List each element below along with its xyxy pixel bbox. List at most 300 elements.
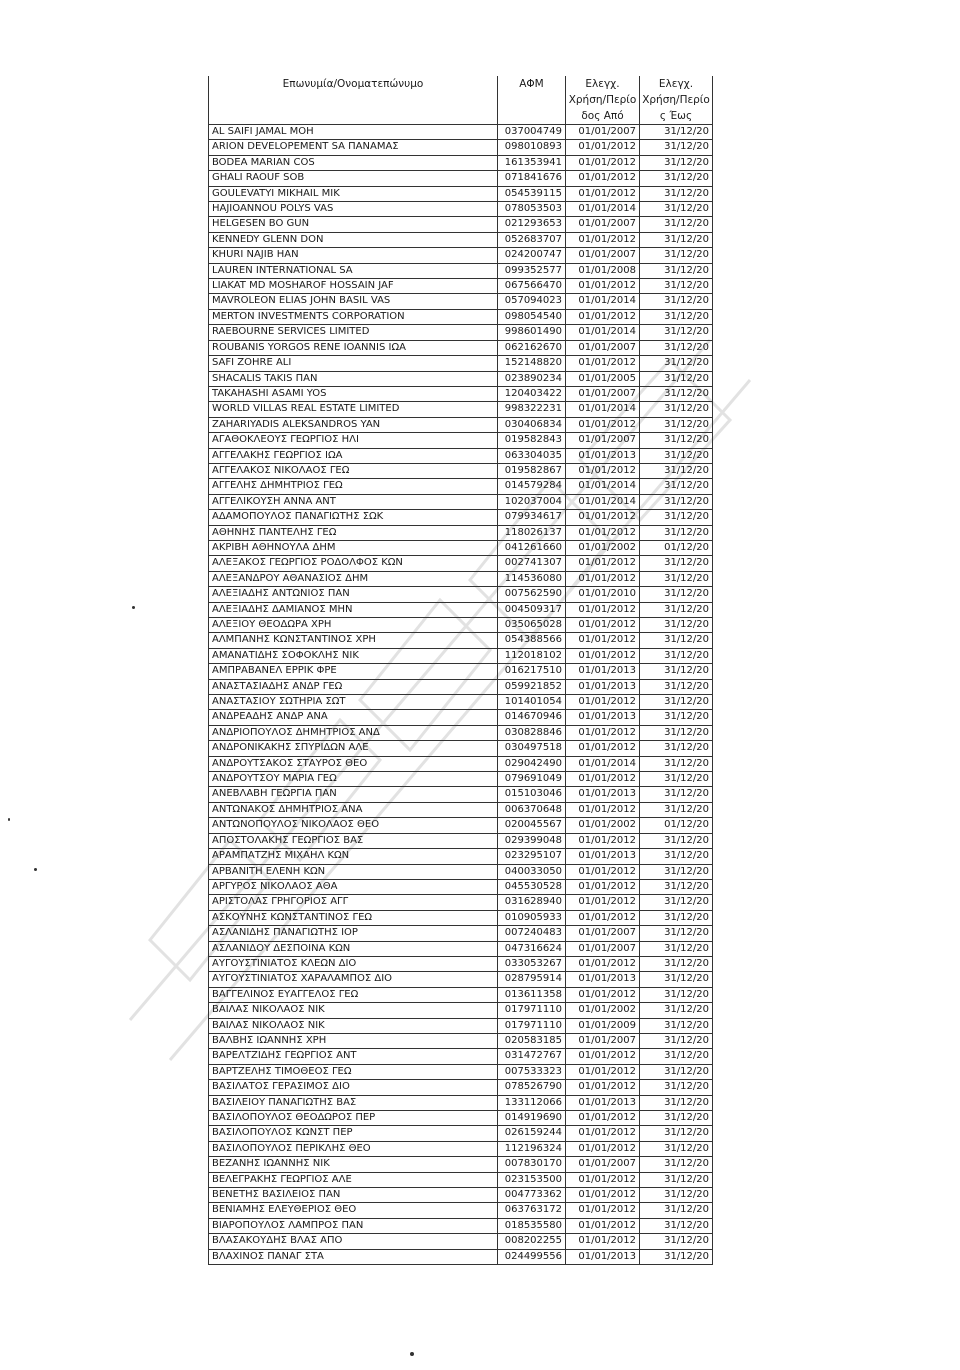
row-afm: 037004749: [498, 125, 566, 140]
table-row: [209, 1188, 713, 1203]
row-period-from: 01/01/2012: [566, 1188, 640, 1203]
scan-speck: [34, 868, 37, 871]
row-name: ΑΓΓΕΛΑΚΗΣ ΓΕΩΡΓΙΟΣ ΙΩΑ: [209, 448, 498, 463]
row-period-to: 31/12/20: [640, 510, 713, 525]
row-name: KENNEDY GLENN DON: [209, 232, 498, 247]
row-period-from: 01/01/2012: [566, 910, 640, 925]
row-period-to: 31/12/20: [640, 756, 713, 771]
table-row: [209, 895, 713, 910]
row-period-from: 01/01/2010: [566, 587, 640, 602]
row-name: LIAKAT MD MOSHAROF HOSSAIN JAF: [209, 279, 498, 294]
row-afm: 014579284: [498, 479, 566, 494]
row-name: ΒΑΣΙΛΕΙΟΥ ΠΑΝΑΓΙΩΤΗΣ ΒΑΣ: [209, 1095, 498, 1110]
row-period-from: 01/01/2012: [566, 1203, 640, 1218]
table-row: [209, 741, 713, 756]
row-name: ZAHARIYADIS ALEKSANDROS YAN: [209, 417, 498, 432]
table-row: [209, 802, 713, 817]
row-period-from: 01/01/2014: [566, 325, 640, 340]
row-name: ΒΑΡΤΖΕΛΗΣ ΤΙΜΟΘΕΟΣ ΓΕΩ: [209, 1064, 498, 1079]
row-period-from: 01/01/2007: [566, 1033, 640, 1048]
row-period-from: 01/01/2007: [566, 125, 640, 140]
row-name: ΑΣΚΟΥΝΗΣ ΚΩΝΣΤΑΝΤΙΝΟΣ ΓΕΩ: [209, 910, 498, 925]
row-afm: 014919690: [498, 1111, 566, 1126]
row-period-to: 31/12/20: [640, 417, 713, 432]
row-period-to: 31/12/20: [640, 1080, 713, 1095]
row-name: ΒΕΝΙΑΜΗΣ ΕΛΕΥΘΕΡΙΟΣ ΘΕΟ: [209, 1203, 498, 1218]
row-name: ΑΝΔΡΕΑΔΗΣ ΑΝΔΡ ΑΝΑ: [209, 710, 498, 725]
table-row: [209, 1141, 713, 1156]
row-period-from: 01/01/2012: [566, 956, 640, 971]
table-row: [209, 695, 713, 710]
row-period-from: 01/01/2012: [566, 1234, 640, 1249]
row-name: ΒΑΣΙΛΟΠΟΥΛΟΣ ΚΩΝΣΤ ΠΕΡ: [209, 1126, 498, 1141]
row-period-to: 31/12/20: [640, 186, 713, 201]
row-name: LAUREN INTERNATIONAL SA: [209, 263, 498, 278]
row-period-to: 31/12/20: [640, 849, 713, 864]
row-period-from: 01/01/2012: [566, 879, 640, 894]
row-afm: 045530528: [498, 879, 566, 894]
row-period-from: 01/01/2012: [566, 1218, 640, 1233]
row-afm: 057094023: [498, 294, 566, 309]
row-period-to: 31/12/20: [640, 155, 713, 170]
row-period-from: 01/01/2012: [566, 510, 640, 525]
row-afm: 035065028: [498, 618, 566, 633]
row-name: ΑΚΡΙΒΗ ΑΘΗΝΟΥΛΑ ΔΗΜ: [209, 540, 498, 555]
row-afm: 052683707: [498, 232, 566, 247]
row-period-from: 01/01/2013: [566, 710, 640, 725]
row-afm: 029399048: [498, 833, 566, 848]
row-name: ΒΑΡΕΛΤΖΙΔΗΣ ΓΕΩΡΓΙΟΣ ΑΝΤ: [209, 1049, 498, 1064]
row-afm: 006370648: [498, 802, 566, 817]
row-name: GHALI RAOUF SOB: [209, 171, 498, 186]
table-row: [209, 1064, 713, 1079]
row-name: ΑΓΓΕΛΙΚΟΥΣΗ ΑΝΝΑ ΑΝΤ: [209, 494, 498, 509]
table-row: [209, 679, 713, 694]
row-afm: 031472767: [498, 1049, 566, 1064]
row-period-to: 31/12/20: [640, 1126, 713, 1141]
row-period-to: 31/12/20: [640, 232, 713, 247]
row-afm: 099352577: [498, 263, 566, 278]
row-afm: 030828846: [498, 725, 566, 740]
row-afm: 007830170: [498, 1157, 566, 1172]
table-row: [209, 140, 713, 155]
row-afm: 998601490: [498, 325, 566, 340]
row-name: ΑΠΟΣΤΟΛΑΚΗΣ ΓΕΩΡΓΙΟΣ ΒΑΣ: [209, 833, 498, 848]
table-row: [209, 125, 713, 140]
row-period-to: 31/12/20: [640, 386, 713, 401]
row-afm: 030497518: [498, 741, 566, 756]
table-row: [209, 618, 713, 633]
row-period-from: 01/01/2012: [566, 171, 640, 186]
taxpayer-list-table: [208, 76, 713, 1265]
row-period-from: 01/01/2008: [566, 263, 640, 278]
table-row: [209, 232, 713, 247]
row-name: SHACALIS TAKIS ΠΑΝ: [209, 371, 498, 386]
row-name: HELGESEN BO GUN: [209, 217, 498, 232]
row-period-from: 01/01/2014: [566, 494, 640, 509]
table-row: [209, 309, 713, 324]
row-period-from: 01/01/2014: [566, 756, 640, 771]
row-period-from: 01/01/2007: [566, 217, 640, 232]
row-period-to: 31/12/20: [640, 972, 713, 987]
table-row: [209, 340, 713, 355]
row-period-from: 01/01/2012: [566, 648, 640, 663]
row-period-from: 01/01/2012: [566, 1126, 640, 1141]
row-period-from: 01/01/2014: [566, 294, 640, 309]
table-row: [209, 879, 713, 894]
row-period-from: 01/01/2007: [566, 926, 640, 941]
row-period-to: 31/12/20: [640, 587, 713, 602]
row-period-from: 01/01/2009: [566, 1018, 640, 1033]
row-name: ΑΥΓΟΥΣΤΙΝΙΑΤΟΣ ΚΛΕΩΝ ΔΙΟ: [209, 956, 498, 971]
table-row: [209, 1249, 713, 1264]
row-name: ΑΔΑΜΟΠΟΥΛΟΣ ΠΑΝΑΓΙΩΤΗΣ ΣΩΚ: [209, 510, 498, 525]
row-afm: 079934617: [498, 510, 566, 525]
row-afm: 019582867: [498, 463, 566, 478]
row-period-to: 31/12/20: [640, 494, 713, 509]
table-row: [209, 248, 713, 263]
row-afm: 024200747: [498, 248, 566, 263]
row-name: MAVROLEON ELIAS JOHN BASIL VAS: [209, 294, 498, 309]
row-period-from: 01/01/2013: [566, 664, 640, 679]
row-period-from: 01/01/2012: [566, 556, 640, 571]
row-period-to: 31/12/20: [640, 1064, 713, 1079]
row-period-from: 01/01/2012: [566, 186, 640, 201]
table-row: [209, 1126, 713, 1141]
table-row: [209, 525, 713, 540]
row-period-from: 01/01/2012: [566, 140, 640, 155]
table-row: [209, 463, 713, 478]
table-row: [209, 279, 713, 294]
row-period-to: 31/12/20: [640, 879, 713, 894]
table-row: [209, 540, 713, 555]
row-period-to: 31/12/20: [640, 340, 713, 355]
scan-speck: [410, 1352, 414, 1356]
row-period-to: 31/12/20: [640, 725, 713, 740]
table-row: [209, 417, 713, 432]
row-afm: 013611358: [498, 987, 566, 1002]
row-name: ΒΑΣΙΛΟΠΟΥΛΟΣ ΘΕΟΔΩΡΟΣ ΠΕΡ: [209, 1111, 498, 1126]
row-name: ΑΘΗΝΗΣ ΠΑΝΤΕΛΗΣ ΓΕΩ: [209, 525, 498, 540]
row-period-from: 01/01/2002: [566, 540, 640, 555]
row-period-to: 31/12/20: [640, 648, 713, 663]
row-period-to: 31/12/20: [640, 1234, 713, 1249]
table-row: [209, 941, 713, 956]
row-afm: 112018102: [498, 648, 566, 663]
header-name: Επωνυμία/Ονοματεπώνυμο: [209, 76, 498, 125]
row-afm: 063763172: [498, 1203, 566, 1218]
row-name: ΑΥΓΟΥΣΤΙΝΙΑΤΟΣ ΧΑΡΑΛΑΜΠΟΣ ΔΙΟ: [209, 972, 498, 987]
table-row: [209, 433, 713, 448]
row-afm: 067566470: [498, 279, 566, 294]
table-row: [209, 448, 713, 463]
row-afm: 062162670: [498, 340, 566, 355]
table-row: [209, 602, 713, 617]
row-period-to: 31/12/20: [640, 371, 713, 386]
row-period-to: 31/12/20: [640, 1218, 713, 1233]
table-row: [209, 217, 713, 232]
table-row: [209, 571, 713, 586]
row-period-to: 31/12/20: [640, 987, 713, 1002]
row-afm: 071841676: [498, 171, 566, 186]
table-row: [209, 1049, 713, 1064]
table-row: [209, 987, 713, 1002]
row-period-from: 01/01/2007: [566, 248, 640, 263]
row-period-to: 31/12/20: [640, 1018, 713, 1033]
row-period-to: 31/12/20: [640, 140, 713, 155]
row-period-from: 01/01/2012: [566, 987, 640, 1002]
row-name: SAFI ZOHRE ALI: [209, 356, 498, 371]
row-name: ΑΝΕΒΛΑΒΗ ΓΕΩΡΓΙΑ ΠΑΝ: [209, 787, 498, 802]
table-row: [209, 556, 713, 571]
table-header-row: [209, 76, 713, 125]
row-afm: 079691049: [498, 772, 566, 787]
row-name: ΑΓΓΕΛΑΚΟΣ ΝΙΚΟΛΑΟΣ ΓΕΩ: [209, 463, 498, 478]
row-afm: 002741307: [498, 556, 566, 571]
row-period-from: 01/01/2012: [566, 356, 640, 371]
row-afm: 023295107: [498, 849, 566, 864]
row-name: ΒΑΙΛΑΣ ΝΙΚΟΛΑΟΣ ΝΙΚ: [209, 1018, 498, 1033]
row-period-to: 31/12/20: [640, 1203, 713, 1218]
row-afm: 078526790: [498, 1080, 566, 1095]
row-period-from: 01/01/2012: [566, 602, 640, 617]
table-row: [209, 1003, 713, 1018]
row-name: ΒΑΣΙΛΑΤΟΣ ΓΕΡΑΣΙΜΟΣ ΔΙΟ: [209, 1080, 498, 1095]
row-period-from: 01/01/2012: [566, 1049, 640, 1064]
row-name: ΑΛΕΞΙΑΔΗΣ ΔΑΜΙΑΝΟΣ ΜΗΝ: [209, 602, 498, 617]
row-period-to: 31/12/20: [640, 664, 713, 679]
row-period-to: 31/12/20: [640, 248, 713, 263]
row-period-from: 01/01/2012: [566, 309, 640, 324]
table-row: [209, 356, 713, 371]
row-afm: 078053503: [498, 202, 566, 217]
row-period-to: 31/12/20: [640, 1111, 713, 1126]
row-period-from: 01/01/2013: [566, 679, 640, 694]
table-row: [209, 510, 713, 525]
row-period-to: 31/12/20: [640, 864, 713, 879]
row-period-from: 01/01/2012: [566, 772, 640, 787]
row-period-from: 01/01/2013: [566, 1249, 640, 1264]
row-name: ΑΜΠΡΑΒΑΝΕΛ ΕΡΡΙΚ ΦΡΕ: [209, 664, 498, 679]
row-name: ΒΑΙΛΑΣ ΝΙΚΟΛΑΟΣ ΝΙΚ: [209, 1003, 498, 1018]
row-period-to: 31/12/20: [640, 125, 713, 140]
row-afm: 063304035: [498, 448, 566, 463]
row-name: ΒΑΣΙΛΟΠΟΥΛΟΣ ΠΕΡΙΚΛΗΣ ΘΕΟ: [209, 1141, 498, 1156]
row-period-to: 31/12/20: [640, 1003, 713, 1018]
row-afm: 015103046: [498, 787, 566, 802]
table-row: [209, 772, 713, 787]
row-period-from: 01/01/2012: [566, 633, 640, 648]
row-period-to: 31/12/20: [640, 956, 713, 971]
row-period-from: 01/01/2012: [566, 1172, 640, 1187]
row-name: ΑΝΔΡΙΟΠΟΥΛΟΣ ΔΗΜΗΤΡΙΟΣ ΑΝΔ: [209, 725, 498, 740]
row-period-to: 31/12/20: [640, 402, 713, 417]
table-row: [209, 1033, 713, 1048]
row-period-from: 01/01/2012: [566, 279, 640, 294]
row-afm: 118026137: [498, 525, 566, 540]
row-afm: 098054540: [498, 309, 566, 324]
row-afm: 029042490: [498, 756, 566, 771]
row-period-to: 31/12/20: [640, 433, 713, 448]
row-name: TAKAHASHI ASAMI YOS: [209, 386, 498, 401]
row-period-to: 01/12/20: [640, 540, 713, 555]
row-afm: 033053267: [498, 956, 566, 971]
row-period-to: 31/12/20: [640, 294, 713, 309]
row-name: ΒΕΖΑΝΗΣ ΙΩΑΝΝΗΣ ΝΙΚ: [209, 1157, 498, 1172]
row-afm: 004509317: [498, 602, 566, 617]
row-period-from: 01/01/2007: [566, 386, 640, 401]
table-row: [209, 1157, 713, 1172]
row-afm: 017971110: [498, 1018, 566, 1033]
row-period-to: 31/12/20: [640, 941, 713, 956]
table-row: [209, 325, 713, 340]
row-period-to: 31/12/20: [640, 448, 713, 463]
row-name: ΑΡΙΣΤΟΛΑΣ ΓΡΗΓΟΡΙΟΣ ΑΓΓ: [209, 895, 498, 910]
row-period-from: 01/01/2012: [566, 864, 640, 879]
row-period-from: 01/01/2012: [566, 1080, 640, 1095]
row-period-from: 01/01/2012: [566, 802, 640, 817]
row-name: ΑΜΑΝΑΤΙΔΗΣ ΣΟΦΟΚΛΗΣ ΝΙΚ: [209, 648, 498, 663]
row-period-to: 31/12/20: [640, 633, 713, 648]
row-period-from: 01/01/2012: [566, 463, 640, 478]
table-row: [209, 1080, 713, 1095]
row-period-from: 01/01/2013: [566, 448, 640, 463]
row-afm: 102037004: [498, 494, 566, 509]
row-period-from: 01/01/2014: [566, 202, 640, 217]
row-period-from: 01/01/2013: [566, 1095, 640, 1110]
table-row: [209, 186, 713, 201]
row-period-from: 01/01/2012: [566, 833, 640, 848]
table-row: [209, 294, 713, 309]
row-afm: 026159244: [498, 1126, 566, 1141]
row-period-to: 31/12/20: [640, 1249, 713, 1264]
table-row: [209, 664, 713, 679]
table-row: [209, 756, 713, 771]
row-name: WORLD VILLAS REAL ESTATE LIMITED: [209, 402, 498, 417]
row-period-to: 31/12/20: [640, 171, 713, 186]
table-body: [209, 125, 713, 1265]
table-row: [209, 725, 713, 740]
table-row: [209, 371, 713, 386]
header-period-to: Ελεγχ. Χρήση/Περίο ς Έως: [640, 76, 713, 125]
row-period-from: 01/01/2012: [566, 895, 640, 910]
row-afm: 023890234: [498, 371, 566, 386]
row-afm: 133112066: [498, 1095, 566, 1110]
row-period-from: 01/01/2012: [566, 741, 640, 756]
table-row: [209, 710, 713, 725]
row-period-from: 01/01/2007: [566, 340, 640, 355]
table-row: [209, 1172, 713, 1187]
row-afm: 054388566: [498, 633, 566, 648]
table-row: [209, 494, 713, 509]
row-afm: 004773362: [498, 1188, 566, 1203]
row-period-to: 31/12/20: [640, 741, 713, 756]
row-afm: 007533323: [498, 1064, 566, 1079]
row-afm: 054539115: [498, 186, 566, 201]
row-period-to: 31/12/20: [640, 833, 713, 848]
row-afm: 152148820: [498, 356, 566, 371]
row-afm: 031628940: [498, 895, 566, 910]
row-name: ΑΝΤΩΝΑΚΟΣ ΔΗΜΗΤΡΙΟΣ ΑΝΑ: [209, 802, 498, 817]
row-period-to: 31/12/20: [640, 309, 713, 324]
row-name: ΒΑΛΒΗΣ ΙΩΑΝΝΗΣ ΧΡΗ: [209, 1033, 498, 1048]
row-name: ΑΓΑΘΟΚΛΕΟΥΣ ΓΕΩΡΓΙΟΣ ΗΛΙ: [209, 433, 498, 448]
row-name: ΑΓΓΕΛΗΣ ΔΗΜΗΤΡΙΟΣ ΓΕΩ: [209, 479, 498, 494]
row-afm: 016217510: [498, 664, 566, 679]
table-row: [209, 402, 713, 417]
row-period-from: 01/01/2005: [566, 371, 640, 386]
row-afm: 014670946: [498, 710, 566, 725]
row-period-to: 31/12/20: [640, 1095, 713, 1110]
row-afm: 112196324: [498, 1141, 566, 1156]
row-name: ΑΛΜΠΑΝΗΣ ΚΩΝΣΤΑΝΤΙΝΟΣ ΧΡΗ: [209, 633, 498, 648]
row-period-to: 31/12/20: [640, 695, 713, 710]
table-row: [209, 1095, 713, 1110]
row-period-to: 31/12/20: [640, 202, 713, 217]
row-period-to: 31/12/20: [640, 1033, 713, 1048]
row-period-to: 31/12/20: [640, 910, 713, 925]
header-period-from: Ελεγχ. Χρήση/Περίο δος Από: [566, 76, 640, 125]
row-period-to: 31/12/20: [640, 1157, 713, 1172]
row-period-to: 31/12/20: [640, 895, 713, 910]
table-row: [209, 587, 713, 602]
row-period-from: 01/01/2012: [566, 525, 640, 540]
row-period-from: 01/01/2012: [566, 571, 640, 586]
row-period-from: 01/01/2013: [566, 787, 640, 802]
row-name: ΒΕΝΕΤΗΣ ΒΑΣΙΛΕΙΟΣ ΠΑΝ: [209, 1188, 498, 1203]
row-period-to: 31/12/20: [640, 263, 713, 278]
row-period-from: 01/01/2002: [566, 818, 640, 833]
row-period-to: 31/12/20: [640, 325, 713, 340]
row-period-to: 31/12/20: [640, 556, 713, 571]
row-period-to: 31/12/20: [640, 356, 713, 371]
row-period-from: 01/01/2007: [566, 1157, 640, 1172]
row-name: ΑΡΒΑΝΙΤΗ ΕΛΕΝΗ ΚΩΝ: [209, 864, 498, 879]
row-period-to: 31/12/20: [640, 618, 713, 633]
row-afm: 120403422: [498, 386, 566, 401]
row-period-to: 31/12/20: [640, 463, 713, 478]
row-period-to: 31/12/20: [640, 1172, 713, 1187]
row-period-from: 01/01/2012: [566, 1111, 640, 1126]
table-row: [209, 263, 713, 278]
row-afm: 101401054: [498, 695, 566, 710]
row-period-from: 01/01/2012: [566, 618, 640, 633]
row-name: ΑΣΛΑΝΙΔΟΥ ΔΕΣΠΟΙΝΑ ΚΩΝ: [209, 941, 498, 956]
row-name: BODEA MARIAN COS: [209, 155, 498, 170]
table-row: [209, 787, 713, 802]
row-name: RAEBOURNE SERVICES LIMITED: [209, 325, 498, 340]
row-name: ΒΑΓΓΕΛΙΝΟΣ ΕΥΑΓΓΕΛΟΣ ΓΕΩ: [209, 987, 498, 1002]
row-period-to: 31/12/20: [640, 479, 713, 494]
table-row: [209, 1111, 713, 1126]
row-afm: 047316624: [498, 941, 566, 956]
row-period-to: 31/12/20: [640, 679, 713, 694]
table-row: [209, 864, 713, 879]
row-period-from: 01/01/2012: [566, 232, 640, 247]
table-row: [209, 910, 713, 925]
row-afm: 024499556: [498, 1249, 566, 1264]
table-row: [209, 818, 713, 833]
row-name: ΒΙΑΡΟΠΟΥΛΟΣ ΛΑΜΠΡΟΣ ΠΑΝ: [209, 1218, 498, 1233]
table-row: [209, 202, 713, 217]
row-period-to: 01/12/20: [640, 818, 713, 833]
row-period-to: 31/12/20: [640, 787, 713, 802]
scan-speck: [132, 606, 135, 609]
row-name: ΑΛΕΞΙΑΔΗΣ ΑΝΤΩΝΙΟΣ ΠΑΝ: [209, 587, 498, 602]
row-afm: 021293653: [498, 217, 566, 232]
row-period-to: 31/12/20: [640, 1049, 713, 1064]
row-period-to: 31/12/20: [640, 802, 713, 817]
